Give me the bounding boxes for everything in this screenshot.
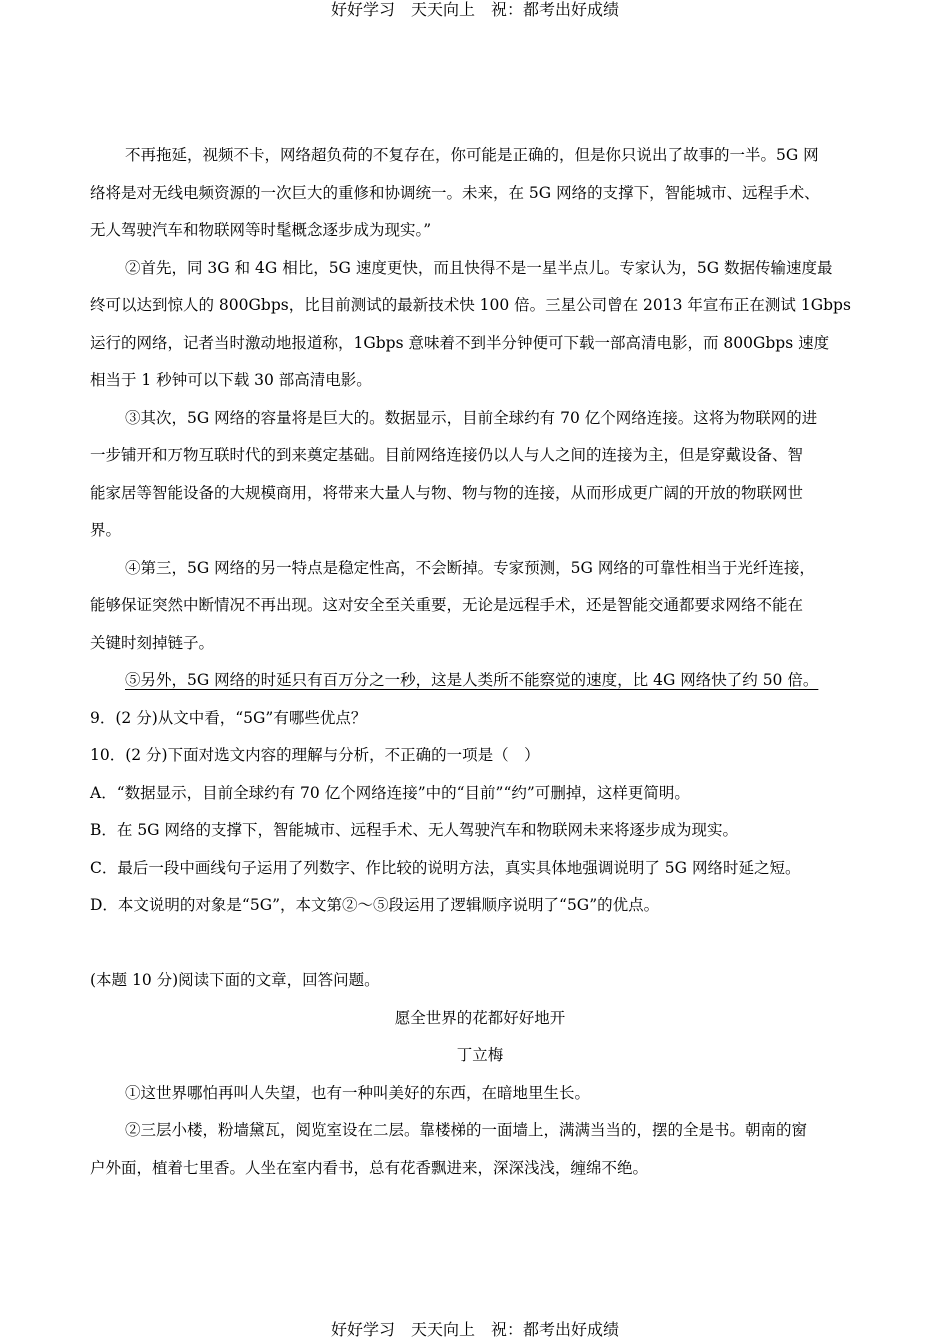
paragraph-line: 界。 — [90, 521, 122, 539]
document-body — [90, 137, 870, 1187]
question-9: 9．(2 分)从文中看，“5G”有哪些优点？ — [90, 708, 367, 727]
question-10: 10．(2 分)下面对选文内容的理解与分析，不正确的一项是（ ） — [90, 746, 540, 764]
paragraph-line: 一步铺开和万物互联时代的到来奠定基础。目前网络连接仍以人与人之间的连接为主，但是穿戴设备、智 — [90, 446, 804, 464]
paragraph-line: 能家居等智能设备的大规模商用，将带来大量人与物、物与物的连接，从而形成更广阔的开放的物联网世 — [90, 483, 804, 502]
page-footer: 好好学习 天天向上 祝：都考出好成绩 — [330, 1320, 619, 1339]
paragraph-line: 关键时刻掉链子。 — [90, 633, 215, 652]
option-a: A．“数据显示，目前全球约有 70 亿个网络连接”中的“目前”“约”可删掉，这样更简明。 — [90, 783, 690, 802]
paragraph-line: ④第三，5G 网络的另一特点是稳定性高，不会断掉。专家预测，5G 网络的可靠性相当于光纤连接， — [125, 558, 815, 577]
underlined-sentence-text: ⑤另外，5G 网络的时延只有百万分之一秒，这是人类所不能察觉的速度，比 4G 网络快了约 50 倍。 — [125, 671, 819, 689]
paragraph-line: ②三层小楼，粉墙黛瓦，阅览室设在二层。靠楼梯的一面墙上，满满当当的，摆的全是书。朝南的窗 — [125, 1121, 808, 1139]
paragraph-line: 络将是对无线电频资源的一次巨大的重修和协调统一。未来，在 5G 网络的支撑下，智能城市、远程手术、 — [90, 183, 820, 202]
paragraph-line: 户外面，植着七里香。人坐在室内看书，总有花香飘进来，深深浅浅，缠绵不绝。 — [90, 1158, 649, 1177]
underlined-sentence — [90, 662, 870, 700]
section-intro: (本题 10 分)阅读下面的文章，回答问题。 — [90, 971, 380, 989]
paragraph-line: 能够保证突然中断情况不再出现。这对安全至关重要，无论是远程手术，还是智能交通都要求网络不能在 — [90, 596, 804, 614]
paragraph-line: ③其次，5G 网络的容量将是巨大的。数据显示，目前全球约有 70 亿个网络连接。这将为物联网的进 — [125, 408, 818, 427]
article-author: 丁立梅 — [456, 1046, 504, 1064]
article-title: 愿全世界的花都好好地开 — [394, 1008, 566, 1027]
option-d: D．本文说明的对象是“5G”，本文第②～⑤段运用了逻辑顺序说明了“5G”的优点。 — [90, 896, 660, 914]
paragraph-line: ②首先，同 3G 和 4G 相比，5G 速度更快，而且快得不是一星半点儿。专家认为，5G 数据传输速度最 — [125, 258, 833, 277]
option-c: C．最后一段中画线句子运用了列数字、作比较的说明方法，真实具体地强调说明了 5G 网络时延之短。 — [90, 858, 801, 877]
paragraph-line: 终可以达到惊人的 800Gbps，比目前测试的最新技术快 100 倍。三星公司曾在 2013 年宣布正在测试 1Gbps — [90, 296, 851, 314]
paragraph-line: 无人驾驶汽车和物联网等时髦概念逐步成为现实。” — [90, 221, 432, 239]
page-header: 好好学习 天天向上 祝：都考出好成绩 — [330, 0, 619, 19]
section-gap — [90, 925, 870, 963]
option-b: B．在 5G 网络的支撑下，智能城市、远程手术、无人驾驶汽车和物联网未来将逐步成为现实。 — [90, 821, 738, 839]
paragraph-line: 相当于 1 秒钟可以下载 30 部高清电影。 — [90, 371, 372, 389]
paragraph-line: 运行的网络，记者当时激动地报道称，1Gbps 意味着不到半分钟便可下载一部高清电影，而 800Gbps 速度 — [90, 333, 830, 352]
paragraph-line: 不再拖延，视频不卡，网络超负荷的不复存在，你可能是正确的，但是你只说出了故事的一半。5G 网 — [125, 146, 819, 164]
paragraph-line: ①这世界哪怕再叫人失望，也有一种叫美好的东西，在暗地里生长。 — [125, 1083, 591, 1102]
